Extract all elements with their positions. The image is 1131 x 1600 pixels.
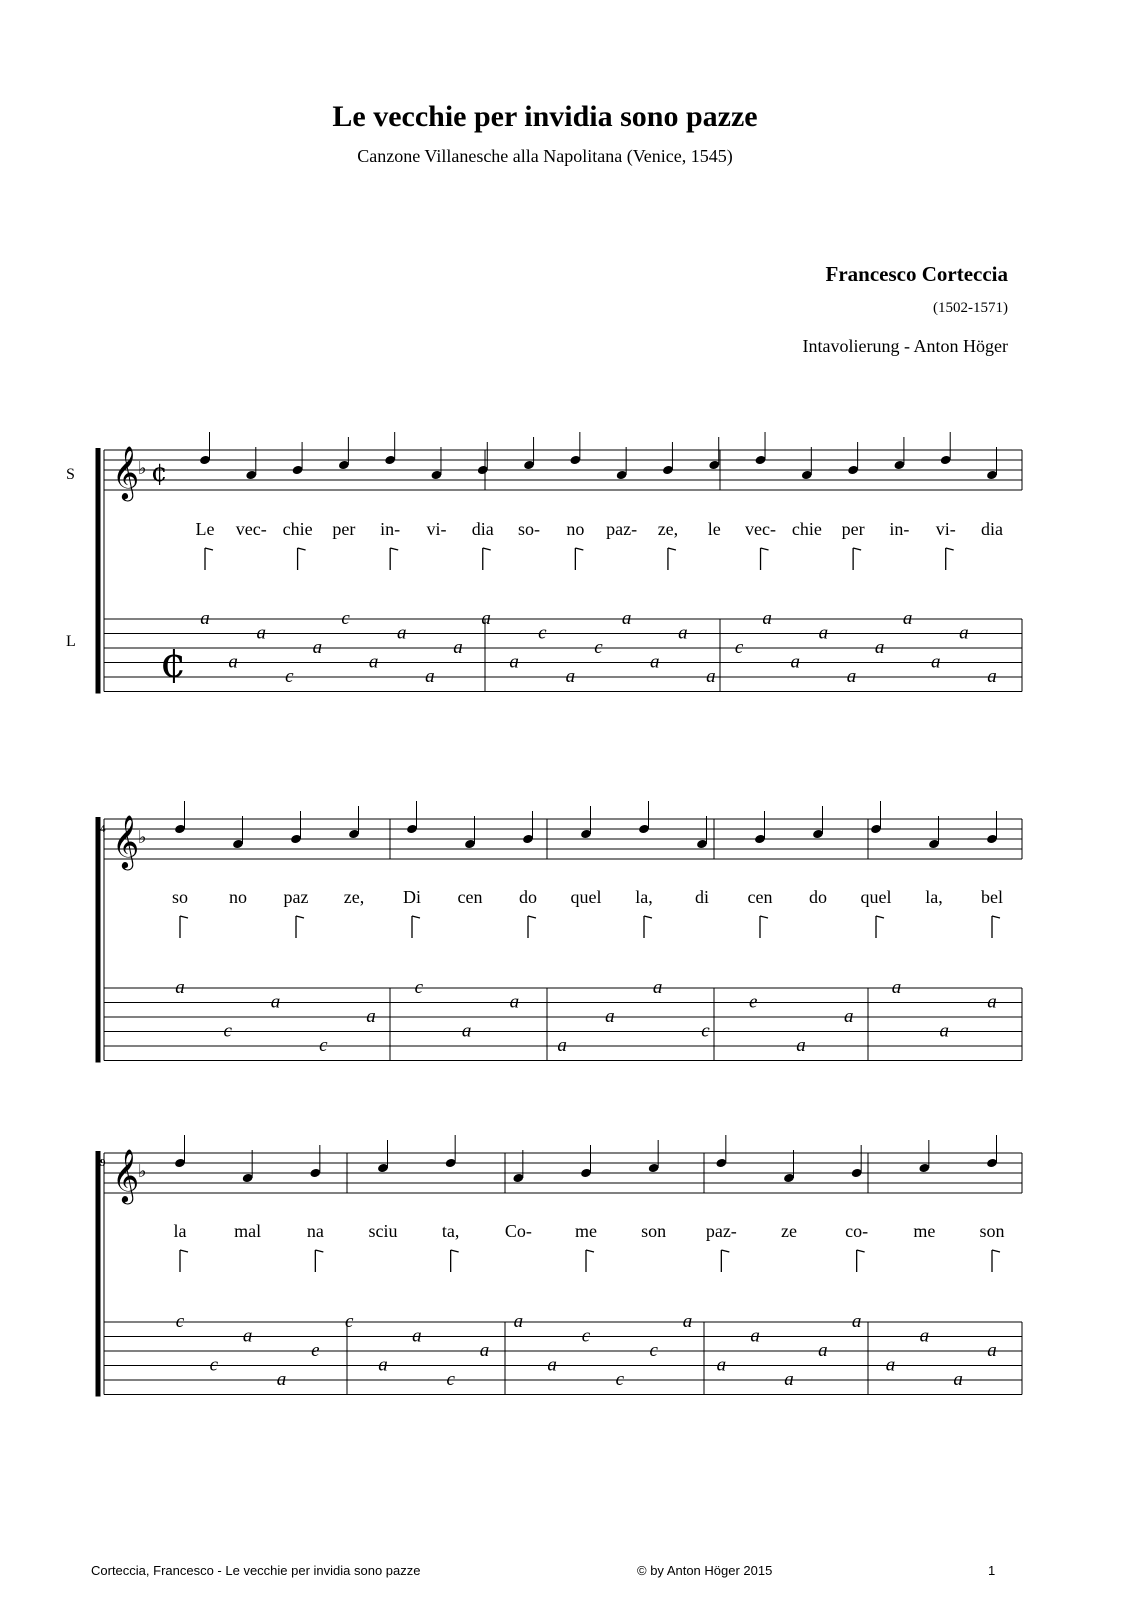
rhythm-flag (992, 916, 1000, 918)
lyric-syllable: chie (791, 519, 822, 539)
rhythm-flag (946, 548, 954, 550)
treble-clef-icon: 𝄞 (112, 1148, 140, 1202)
tab-letter: a (605, 1006, 615, 1027)
tab-letter: a (716, 1354, 727, 1376)
tab-letter: c (285, 666, 294, 687)
lyric-syllable: Co- (504, 1221, 532, 1241)
tab-letter: a (621, 608, 632, 629)
lyric-syllable: so- (518, 519, 541, 539)
tab-letter: a (649, 651, 660, 673)
measure-number-system-3: 9 (100, 1157, 106, 1169)
lyric-syllable: quel (570, 887, 602, 907)
tab-letter: c (701, 1020, 710, 1042)
composer-name: Francesco Corteccia (825, 262, 1008, 286)
lyric-syllable: quel (860, 887, 892, 907)
rhythm-flag (390, 548, 398, 550)
lyric-syllable: la (173, 1221, 187, 1241)
rhythm-flag (876, 916, 884, 918)
rhythm-flag (528, 916, 536, 918)
lyric-syllable: do (519, 887, 537, 907)
tab-letter: a (846, 666, 857, 687)
tab-letter: a (953, 1369, 963, 1390)
key-flat-icon: ♭ (138, 458, 147, 479)
tab-letter: a (200, 608, 210, 629)
lyric-syllable: cen (457, 887, 483, 907)
tab-letter: a (652, 977, 663, 998)
tab-letter: a (425, 666, 435, 687)
rhythm-flag (586, 1250, 594, 1252)
tab-cut-time-icon: ¢ (160, 638, 187, 687)
tab-letter: a (509, 651, 519, 673)
tab-letter: a (784, 1369, 794, 1390)
footer-center: © by Anton Höger 2015 (637, 1563, 773, 1578)
lyric-syllable: na (306, 1221, 324, 1241)
lyric-syllable: dia (981, 519, 1003, 539)
tab-letter: a (796, 1035, 806, 1056)
rhythm-flag (668, 548, 676, 550)
tab-letter: a (557, 1035, 567, 1056)
lyric-syllable: ze, (343, 887, 365, 907)
lyric-syllable: vi- (935, 519, 956, 539)
lyric-syllable: cen (747, 887, 773, 907)
tab-letter: c (341, 608, 350, 629)
lyric-syllable: le (707, 519, 721, 539)
lyric-syllable: per (841, 519, 865, 539)
tab-letter: a (959, 622, 969, 644)
tab-letter: a (931, 651, 941, 673)
tab-letter: a (678, 622, 688, 644)
tab-letter: a (565, 666, 576, 687)
rhythm-flag (853, 548, 861, 550)
tab-letter: a (939, 1020, 949, 1042)
lyric-syllable: paz (283, 887, 309, 907)
lyric-syllable: vec- (235, 519, 267, 539)
measure-number-system-2: 4 (100, 823, 106, 835)
tab-letter: a (412, 1325, 422, 1347)
tab-letter: a (242, 1325, 253, 1347)
tab-letter: a (461, 1020, 472, 1042)
tab-letter: c (223, 1020, 232, 1042)
tab-letter: a (513, 1311, 524, 1332)
rhythm-flag (451, 1250, 459, 1252)
tab-letter: a (818, 622, 829, 644)
lyric-syllable: ta, (441, 1221, 460, 1241)
tab-letter: a (366, 1006, 376, 1027)
rhythm-flag (298, 548, 306, 550)
rhythm-flag (296, 916, 304, 918)
rhythm-flag (644, 916, 652, 918)
tab-letter: a (481, 608, 491, 629)
tab-letter: a (453, 637, 463, 658)
lyric-syllable: dia (471, 519, 494, 539)
tab-letter: c (615, 1369, 625, 1390)
lyric-syllable: so (171, 887, 189, 907)
tab-letter: c (734, 637, 744, 658)
tab-letter: c (414, 977, 424, 998)
tab-letter: c (581, 1325, 591, 1347)
tab-letter: a (891, 977, 902, 998)
tab-letter: c (209, 1354, 219, 1376)
tab-letter: c (649, 1340, 658, 1361)
arranger-credit: Intavolierung - Anton Höger (802, 336, 1008, 356)
page-title: Le vecchie per invidia sono pazze (332, 100, 758, 133)
tab-letter: a (175, 977, 185, 998)
lyric-syllable: la, (925, 887, 943, 907)
tab-letter: a (762, 608, 772, 629)
tab-letter: a (885, 1354, 896, 1376)
tab-letter: a (312, 637, 323, 658)
tab-letter: a (919, 1325, 930, 1347)
tab-letter: c (594, 637, 603, 658)
lyric-syllable: son (979, 1221, 1005, 1241)
tab-letter: a (378, 1354, 388, 1376)
lyric-syllable: co- (845, 1221, 869, 1241)
tab-letter: a (706, 666, 716, 687)
tab-letter: a (228, 651, 238, 673)
lyric-syllable: la, (635, 887, 653, 907)
tab-letter: c (175, 1311, 185, 1332)
lyric-syllable: sciu (368, 1221, 398, 1241)
lyric-syllable: son (641, 1221, 667, 1241)
lyric-syllable: Di (403, 887, 421, 907)
lyric-syllable: ze, (657, 519, 679, 539)
lyric-syllable: chie (282, 519, 313, 539)
rhythm-flag (992, 1250, 1000, 1252)
footer-left: Corteccia, Francesco - Le vecchie per invidia sono pazze (91, 1563, 421, 1578)
tab-letter: a (851, 1311, 862, 1332)
key-flat-icon: ♭ (138, 1161, 147, 1182)
voice-label-soprano: S (66, 466, 75, 483)
rhythm-flag (180, 1250, 188, 1252)
lyric-syllable: in- (380, 519, 401, 539)
tab-letter: a (874, 637, 885, 658)
rhythm-flag (760, 916, 768, 918)
rhythm-flag (483, 548, 491, 550)
tab-letter: c (538, 622, 547, 644)
key-flat-icon: ♭ (138, 827, 147, 848)
treble-clef-icon: 𝄞 (112, 445, 140, 499)
lyric-syllable: bel (981, 887, 1003, 907)
page-subtitle: Canzone Villanesche alla Napolitana (Venice, 1545) (357, 146, 733, 166)
tab-letter: a (843, 1006, 854, 1027)
tab-letter: a (256, 622, 266, 644)
rhythm-flag (857, 1250, 865, 1252)
rhythm-flag (412, 916, 420, 918)
tab-letter: a (790, 651, 800, 673)
tab-letter: e (311, 1340, 320, 1361)
tab-letter: c (446, 1369, 455, 1390)
lyric-syllable: do (809, 887, 827, 907)
lyric-syllable: in- (889, 519, 910, 539)
tab-letter: a (509, 991, 520, 1013)
tab-letter: a (479, 1340, 490, 1361)
lyric-syllable: no (229, 887, 247, 907)
rhythm-flag (205, 548, 213, 550)
lyric-syllable: me (575, 1221, 597, 1241)
rhythm-flag (180, 916, 188, 918)
tab-letter: a (750, 1325, 760, 1347)
tab-letter: e (748, 991, 758, 1013)
footer-page-number: 1 (988, 1563, 996, 1578)
tab-letter: a (397, 622, 407, 644)
lyric-syllable: vec- (745, 519, 777, 539)
treble-clef-icon: 𝄞 (112, 814, 140, 868)
rhythm-flag (575, 548, 583, 550)
tab-letter: c (344, 1311, 354, 1332)
lyric-syllable: no (566, 519, 585, 539)
tab-letter: a (547, 1354, 557, 1376)
rhythm-flag (721, 1250, 729, 1252)
tab-letter: a (818, 1340, 828, 1361)
cut-time-icon: ¢ (151, 458, 168, 488)
tab-letter: a (987, 1340, 997, 1361)
voice-label-lute: L (66, 633, 76, 650)
lyric-syllable: di (694, 887, 710, 907)
lyric-syllable: me (913, 1221, 936, 1241)
lyric-syllable: mal (234, 1221, 262, 1241)
lyric-syllable: paz- (705, 1221, 737, 1241)
lyric-syllable: paz- (606, 519, 638, 539)
tab-letter: a (902, 608, 913, 629)
rhythm-flag (315, 1250, 323, 1252)
lyric-syllable: vi- (426, 519, 447, 539)
tab-letter: a (987, 666, 997, 687)
lyric-syllable: Le (195, 519, 215, 539)
lyric-syllable: ze (781, 1221, 797, 1241)
tab-letter: c (319, 1035, 328, 1056)
lyric-syllable: per (332, 519, 356, 539)
composer-dates: (1502-1571) (933, 300, 1008, 316)
tab-letter: a (682, 1311, 693, 1332)
tab-letter: a (368, 651, 379, 673)
tab-letter: a (987, 991, 997, 1013)
tab-letter: a (270, 991, 281, 1013)
tab-letter: a (276, 1369, 287, 1390)
rhythm-flag (761, 548, 769, 550)
